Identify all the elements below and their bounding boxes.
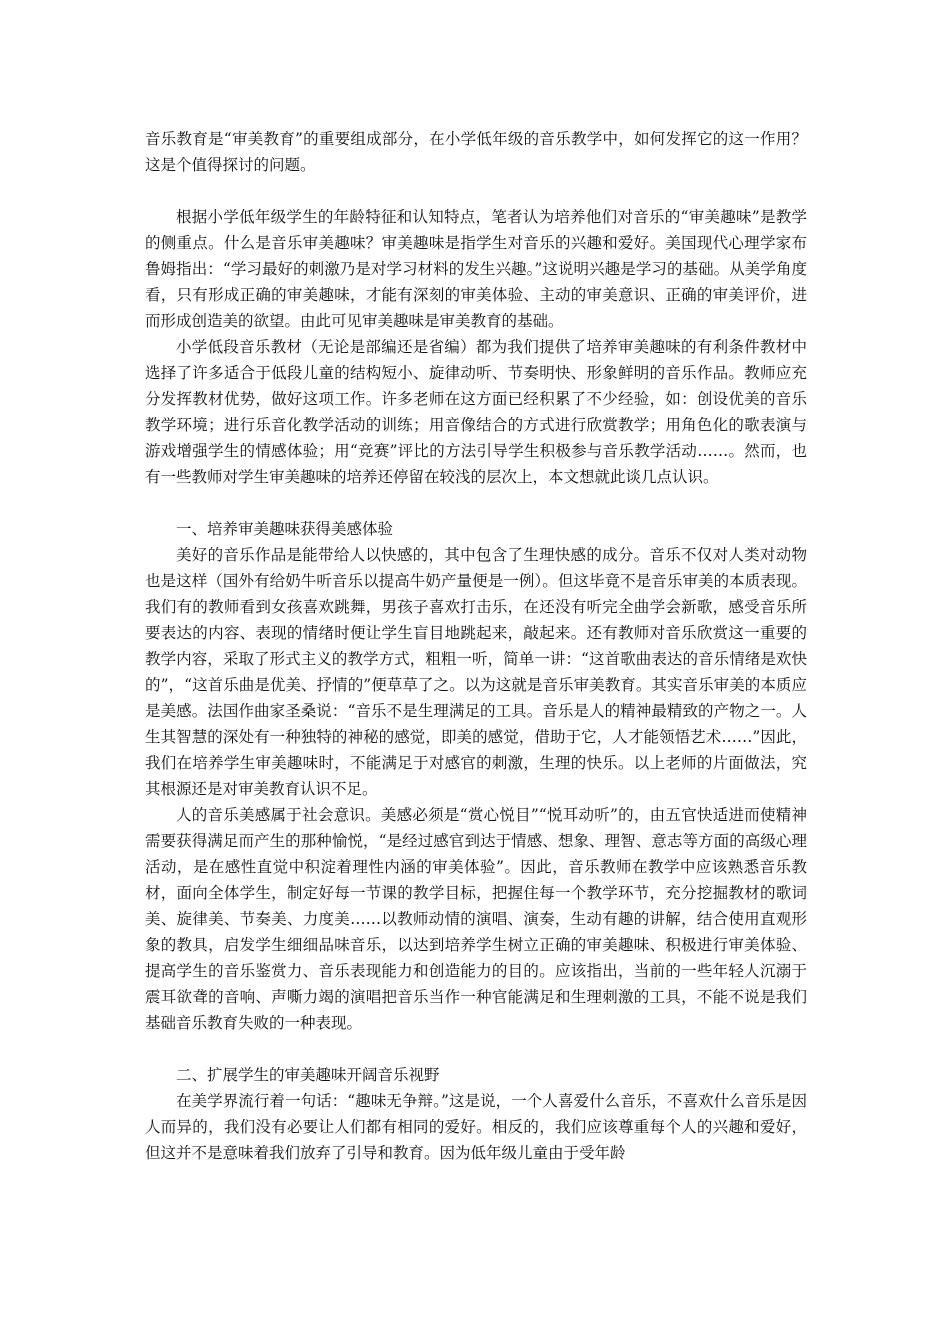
paragraph-gap [145, 178, 807, 204]
section-heading-2: 二、扩展学生的审美趣味开阔音乐视野 [176, 1066, 440, 1084]
body-paragraph: 美好的音乐作品是能带给人以快感的，其中包含了生理快感的成分。音乐不仅对人类对动物也是这样（国外有给奶牛听音乐以提高牛奶产量便是一例）。但这毕竟不是音乐审美的本质表现。我们有的教师看到女孩喜欢跳舞，男孩子喜欢打击乐，在还没有听完全曲学会新歌，感受音乐所要表达的内容、表现的情绪时便让学生盲目地跳起来，敲起来。还有教师对音乐欣赏这一重要的教学内容，采取了形式主义的教学方式，粗粗一听，简单一讲：“这首歌曲表达的音乐情绪是欢快的”，“这首乐曲是优美、抒情的”便草草了之。以为这就是音乐审美教育。其实音乐审美的本质应是美感。法国作曲家圣桑说：“音乐不是生理满足的工具。音乐是人的精神最精致的产物之一。人生其智慧的深处有一种独特的神秘的感觉，即美的感觉，借助于它，人才能领悟艺术……”因此，我们在培养学生审美趣味时，不能满足于对感官的刺激，生理的快乐。以上老师的片面做法，究其根源还是对审美教育认识不足。 [145, 546, 807, 798]
body-paragraph: 根据小学低年级学生的年龄特征和认知特点，笔者认为培养他们对音乐的“审美趣味”是教学的侧重点。什么是音乐审美趣味？审美趣味是指学生对音乐的兴趣和爱好。美国现代心理学家布鲁姆指出：“学习最好的刺激乃是对学习材料的发生兴趣。”这说明兴趣是学习的基础。从美学角度看，只有形成正确的审美趣味，才能有深刻的审美体验、主动的审美意识、正确的审美评价，进而形成创造美的欲望。由此可见审美趣味是审美教育的基础。 [145, 208, 807, 330]
document-body [145, 126, 807, 1166]
paragraph-gap [145, 1036, 807, 1062]
body-paragraph: 小学低段音乐教材（无论是部编还是省编）都为我们提供了培养审美趣味的有利条件教材中选择了许多适合于低段儿童的结构短小、旋律动听、节奏明快、形象鲜明的音乐作品。教师应充分发挥教材优势，做好这项工作。许多老师在这方面已经积累了不少经验，如：创设优美的音乐教学环境；进行乐音化教学活动的训练；用音像结合的方式进行欣赏教学；用角色化的歌表演与游戏增强学生的情感体验；用“竞赛”评比的方法引导学生积极参与音乐教学活动……。然而，也有一些教师对学生审美趣味的培养还停留在较浅的层次上，本文想就此谈几点认识。 [145, 338, 807, 486]
section-heading-1: 一、培养审美趣味获得美感体验 [176, 520, 394, 538]
intro-paragraph: 音乐教育是“审美教育”的重要组成部分，在小学低年级的音乐教学中，如何发挥它的这一作用？这是个值得探讨的问题。 [145, 130, 807, 174]
body-paragraph: 在美学界流行着一句话：“趣味无争辩。”这是说，一个人喜爱什么音乐，不喜欢什么音乐是因人而异的，我们没有必要让人们都有相同的爱好。相反的，我们应该尊重每个人的兴趣和爱好，但这并不是意味着我们放弃了引导和教育。因为低年级儿童由于受年龄 [145, 1092, 807, 1162]
body-paragraph: 人的音乐美感属于社会意识。美感必须是“赏心悦目”“悦耳动听”的，由五官快适进而使精神需要获得满足而产生的那种愉悦，“是经过感官到达于情感、想象、理智、意志等方面的高级心理活动，是在感性直觉中积淀着理性内涵的审美体验”。因此，音乐教师在教学中应该熟悉音乐教材，面向全体学生，制定好每一节课的教学目标，把握住每一个教学环节，充分挖掘教材的歌词美、旋律美、节奏美、力度美……以教师动情的演唱、演奏，生动有趣的讲解，结合使用直观形象的教具，启发学生细细品味音乐，以达到培养学生树立正确的审美趣味、积极进行审美体验、提高学生的音乐鉴赏力、音乐表现能力和创造能力的目的。应该指出，当前的一些年轻人沉溺于震耳欲聋的音响、声嘶力竭的演唱把音乐当作一种官能满足和生理刺激的工具，不能不说是我们基础音乐教育失败的一种表现。 [145, 806, 807, 1032]
paragraph-gap [145, 490, 807, 516]
